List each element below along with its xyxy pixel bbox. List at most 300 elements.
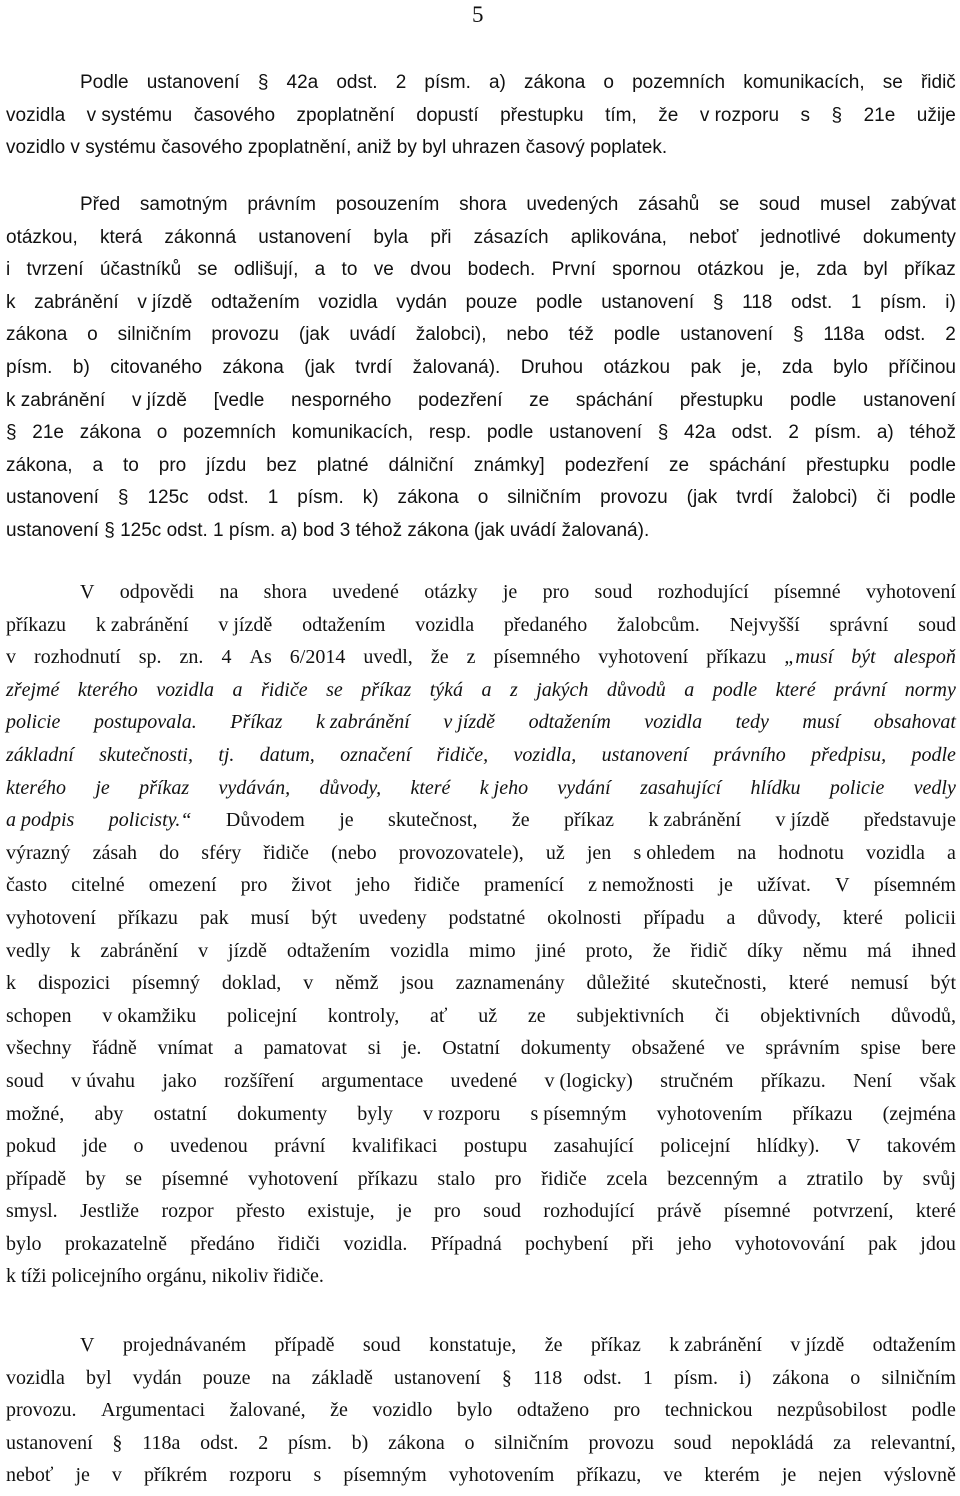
word: vozidlo: [372, 1399, 433, 1422]
word: §: [792, 324, 804, 346]
word: ustanovení: [258, 226, 352, 248]
word: základě: [311, 1366, 373, 1389]
word: zabývat: [890, 194, 956, 215]
word: sféry: [201, 841, 242, 864]
word: rozporu: [229, 1464, 292, 1487]
word: Nejvyšší: [729, 613, 800, 636]
word: ustanovení: [680, 324, 774, 346]
word: a: [778, 1167, 787, 1190]
word: §: [257, 72, 269, 93]
word: vozidla,: [513, 743, 577, 766]
word: ustanovení: [6, 1431, 93, 1454]
word: ostatní: [153, 1102, 207, 1125]
word: 1: [267, 487, 279, 509]
word: V: [80, 581, 95, 603]
word: písm.: [297, 487, 344, 509]
word: nejen: [818, 1464, 862, 1487]
word: hlídku: [750, 776, 801, 799]
word: alespoň: [893, 646, 956, 669]
word: příkazu.: [760, 1069, 826, 1092]
word: téhož: [909, 422, 956, 444]
word: vyhotovením: [656, 1102, 763, 1125]
text-line: [6, 1329, 956, 1362]
text-line: [6, 641, 956, 674]
word: k: [70, 939, 81, 962]
word: podezření: [564, 454, 650, 476]
word: bodech.: [467, 259, 536, 281]
word: odlišují,: [233, 259, 299, 281]
word: §: [657, 422, 669, 444]
word: uvedených: [526, 194, 619, 215]
word: normy: [904, 678, 956, 701]
word: §: [117, 487, 129, 509]
word: příkaz: [139, 776, 190, 799]
word: v úvahu: [71, 1069, 136, 1092]
word: k: [6, 291, 16, 313]
word: bez: [266, 454, 297, 476]
word: písemné: [161, 1167, 229, 1190]
word: ztratilo: [806, 1167, 864, 1190]
word: zákona: [772, 1366, 830, 1389]
word: V: [846, 1135, 861, 1158]
page-number: 5: [472, 2, 484, 27]
word: Argumentaci: [101, 1399, 206, 1422]
word: k zabránění: [669, 1334, 762, 1356]
word: a: [481, 678, 492, 701]
word: zda: [782, 356, 813, 378]
word: potvrzení,: [812, 1200, 894, 1223]
word: řidiče,: [436, 743, 489, 766]
word: (jak: [298, 324, 330, 346]
word: soud: [594, 581, 633, 603]
text-line: [6, 100, 956, 133]
word: nebo: [506, 324, 549, 346]
word: žalobcům.: [617, 613, 700, 636]
word: nesporného: [290, 389, 392, 411]
word: Příkaz: [230, 711, 283, 734]
word: k jeho: [479, 776, 529, 799]
word: vyhotovení: [248, 1167, 339, 1190]
word: vyhotovení: [598, 646, 689, 669]
word: které: [788, 972, 829, 995]
word: která: [99, 226, 143, 248]
word: podezření: [417, 389, 503, 411]
text-line: [6, 1163, 956, 1196]
word: argumentace: [321, 1069, 424, 1092]
word: okolnosti: [547, 906, 622, 929]
word: datum,: [259, 743, 315, 766]
word: řidiče: [541, 1167, 587, 1190]
word: omezení: [148, 874, 217, 897]
word: doklad,: [221, 972, 282, 995]
word: §: [112, 1431, 123, 1454]
word: jdou: [920, 1232, 956, 1255]
word: písm.: [6, 356, 53, 378]
word: soud: [758, 194, 801, 215]
word: vydání: [557, 776, 611, 799]
word: zásazích: [473, 226, 549, 248]
word: odpovědi: [119, 581, 195, 603]
word: je,: [741, 356, 762, 378]
word: smysl.: [6, 1200, 58, 1223]
word: Případná: [430, 1232, 502, 1255]
word: že: [430, 646, 449, 669]
text-line: [6, 254, 956, 287]
word: 21e: [32, 422, 64, 444]
word: jiné: [535, 939, 566, 962]
word: odst.: [583, 1366, 622, 1389]
word: podstatné: [448, 906, 526, 929]
word: rozhodující: [543, 1200, 635, 1223]
text-line: [6, 1130, 956, 1163]
word: a): [876, 422, 894, 444]
word: na: [271, 1366, 291, 1389]
word: přestupku: [679, 389, 764, 411]
word: si: [367, 1037, 382, 1060]
word: musel: [819, 194, 871, 215]
word: řádně: [92, 1037, 137, 1060]
word: sp.: [138, 646, 162, 669]
word: zda: [816, 259, 848, 281]
word: k zabránění: [648, 809, 742, 832]
word: pro: [240, 874, 268, 897]
word: proto,: [585, 939, 633, 962]
word: 2: [395, 72, 407, 93]
word: b): [351, 1431, 369, 1454]
word: o: [156, 422, 168, 444]
word: zasahující: [640, 776, 722, 799]
word: řidiči: [278, 1232, 321, 1255]
word: že: [658, 104, 679, 126]
word: při: [430, 226, 452, 248]
word: jen: [586, 841, 612, 864]
word: pramenící: [484, 874, 564, 897]
text-line: [6, 1228, 956, 1261]
paragraph-3: [6, 576, 956, 1293]
text-line: [6, 1195, 956, 1228]
word: pokud: [6, 1135, 56, 1158]
word: je: [95, 776, 110, 799]
word: 1: [850, 291, 862, 313]
word: odst.: [207, 487, 249, 509]
word: o: [87, 324, 98, 346]
word: aplikována,: [570, 226, 667, 248]
word: odtažením: [302, 613, 386, 636]
word: dispozici: [37, 972, 111, 995]
word: neboť: [688, 226, 739, 248]
word: zákona,: [6, 454, 73, 476]
word: v rozporu: [699, 104, 780, 126]
word: je: [718, 874, 733, 897]
word: je: [339, 809, 354, 832]
word: 2: [945, 324, 956, 346]
word: do: [159, 841, 180, 864]
word: užije: [916, 104, 956, 126]
word: se: [125, 1167, 143, 1190]
word: příkazu: [117, 906, 178, 929]
word: jízdu: [206, 454, 247, 476]
word: příkrém: [143, 1464, 208, 1487]
word: musí: [250, 906, 290, 929]
word: ve: [373, 259, 394, 281]
word: 118a: [142, 1431, 181, 1454]
word: zn.: [179, 646, 204, 669]
word: písm.: [880, 291, 927, 313]
word: §: [501, 1366, 512, 1389]
text-line: [6, 385, 956, 418]
word: a: [233, 1037, 243, 1060]
word: písemným: [343, 1464, 427, 1487]
word: svůj: [922, 1167, 956, 1190]
word: výrazný: [6, 841, 71, 864]
word: zákona: [6, 324, 68, 346]
text-line: [6, 1362, 956, 1395]
word: o: [850, 1366, 861, 1389]
word: 1: [642, 1366, 653, 1389]
word: s ohledem: [633, 841, 716, 864]
word: že: [330, 1399, 348, 1422]
word: písemné: [774, 581, 841, 603]
word: je: [502, 581, 518, 603]
word: týká: [429, 678, 464, 701]
word: už: [545, 841, 565, 864]
word: že: [511, 809, 530, 832]
word: dokumenty: [237, 1102, 328, 1125]
word: či: [876, 487, 891, 509]
word: vozidla: [6, 1366, 65, 1389]
word: v jízdě: [443, 711, 496, 734]
word: dvou: [410, 259, 452, 281]
word: skutečnosti,: [671, 972, 767, 995]
word: soud: [918, 613, 956, 636]
word: za: [833, 1431, 852, 1454]
word: že: [544, 1334, 563, 1356]
word: vozidlo v systému časového zpoplatnění, aniž by byl uhrazen časový poplatek.: [6, 137, 668, 159]
text-line: [6, 935, 956, 968]
word: spise: [860, 1037, 901, 1060]
word: jsou: [400, 972, 434, 995]
word: spáchání: [575, 389, 654, 411]
word: Druhou: [520, 356, 584, 378]
word: ustanovení: [549, 422, 643, 444]
word: rozhodnutí: [34, 646, 121, 669]
paragraph-2: [6, 189, 956, 548]
text-line: [6, 967, 956, 1000]
word: základní: [6, 743, 74, 766]
text-line: [6, 739, 956, 772]
word: pro: [494, 1167, 522, 1190]
word: pouze: [202, 1366, 251, 1389]
word: už: [478, 1004, 498, 1027]
word: v jízdě: [131, 389, 187, 411]
word: silničním: [494, 1431, 569, 1454]
word: policii: [904, 906, 956, 929]
word: policisty.“: [108, 809, 192, 832]
word: jeho: [355, 874, 391, 897]
word: příkaz: [361, 678, 412, 701]
word: schopen: [6, 1004, 72, 1027]
word: Ostatní: [442, 1037, 500, 1060]
word: odtaženo: [516, 1399, 590, 1422]
word: „musí: [784, 646, 834, 669]
word: shora: [459, 194, 507, 215]
word: spáchání: [709, 454, 787, 476]
word: byl: [86, 1366, 112, 1389]
word: s písemným: [530, 1102, 627, 1125]
word: odtažením: [872, 1334, 956, 1356]
word: provozu: [600, 487, 668, 509]
text-line: [6, 132, 956, 165]
word: být: [930, 972, 956, 995]
word: kterého: [6, 776, 66, 799]
word: §: [831, 104, 843, 126]
word: písm.: [814, 422, 862, 444]
text-line: [6, 869, 956, 902]
text-line: [6, 1032, 956, 1065]
word: ihned: [911, 939, 956, 962]
text-line: [6, 67, 956, 100]
text-line: [6, 1260, 956, 1293]
word: se: [326, 678, 343, 701]
word: k): [362, 487, 379, 509]
word: příkazu: [706, 646, 767, 669]
word: a: [314, 259, 326, 281]
word: vyhotovení: [6, 906, 96, 929]
word: všechny: [6, 1037, 72, 1060]
word: pro: [158, 454, 187, 476]
word: o: [133, 1135, 144, 1158]
text-line: [6, 1394, 956, 1427]
word: předpisu,: [811, 743, 887, 766]
word: pochybení: [525, 1232, 609, 1255]
word: odst.: [791, 291, 833, 313]
word: hodnotu: [778, 841, 844, 864]
word: vedly: [6, 939, 51, 962]
word: by: [882, 1167, 903, 1190]
word: písm.: [674, 1366, 718, 1389]
word: kontroly,: [327, 1004, 400, 1027]
word: důvodů: [606, 678, 666, 701]
word: zaznamenány: [455, 972, 565, 995]
word: o: [477, 487, 489, 509]
word: je,: [780, 259, 801, 281]
word: s: [313, 1464, 322, 1487]
word: příkaz: [564, 809, 614, 832]
word: ustanovení: [601, 291, 695, 313]
word: pak: [690, 356, 722, 378]
word: k zabránění: [315, 711, 410, 734]
word: projednávaném: [122, 1334, 247, 1356]
word: vyhotovení: [865, 581, 956, 603]
text-line: [6, 902, 956, 935]
word: [vedle: [213, 389, 265, 411]
word: je: [397, 1200, 412, 1223]
word: technickou: [664, 1399, 753, 1422]
word: takovém: [887, 1135, 956, 1158]
word: žalované,: [229, 1399, 306, 1422]
word: možné,: [6, 1102, 65, 1125]
word: ze: [669, 454, 690, 476]
word: provozovatele),: [398, 841, 524, 864]
word: §: [712, 291, 724, 313]
word: zabránění: [34, 291, 119, 313]
text-line: [6, 837, 956, 870]
word: vydáván,: [218, 776, 291, 799]
word: Podle: [80, 72, 129, 93]
word: rozšíření: [224, 1069, 295, 1092]
word: 6/2014: [289, 646, 346, 669]
word: je.: [401, 1037, 422, 1060]
word: příkazu: [792, 1102, 853, 1125]
word: zasahující: [553, 1135, 634, 1158]
word: ustanovení: [6, 487, 99, 509]
word: obsahovat: [873, 711, 956, 734]
word: soud: [6, 1069, 44, 1092]
word: b): [72, 356, 90, 378]
word: jeho: [677, 1232, 712, 1255]
word: bylo: [833, 356, 868, 378]
word: platné: [316, 454, 369, 476]
word: vydán: [396, 291, 447, 313]
word: to: [122, 454, 139, 476]
word: o: [464, 1431, 475, 1454]
word: tvrzení: [26, 259, 84, 281]
word: časového: [193, 104, 276, 126]
word: žalobci),: [415, 324, 487, 346]
word: označení: [340, 743, 412, 766]
word: podle: [613, 324, 661, 346]
word: rozhodující: [657, 581, 749, 603]
word: As: [249, 646, 272, 669]
word: Není: [853, 1069, 892, 1092]
word: i): [739, 1366, 752, 1389]
word: řidiče: [263, 841, 309, 864]
word: 2: [788, 422, 799, 444]
word: dokumenty: [520, 1037, 611, 1060]
word: a: [92, 454, 104, 476]
word: vozidla: [318, 291, 378, 313]
word: tvrdí: [736, 487, 774, 509]
word: však: [919, 1069, 956, 1092]
word: z nemožnosti: [588, 874, 695, 897]
word: v: [6, 646, 16, 669]
word: pouze: [465, 291, 518, 313]
word: z: [509, 678, 518, 701]
word: samotným: [139, 194, 228, 215]
text-line: [6, 189, 956, 222]
word: 2: [258, 1431, 269, 1454]
word: právního: [713, 743, 786, 766]
word: představuje: [863, 809, 956, 832]
word: relevantní,: [870, 1431, 956, 1454]
word: ustanovení: [394, 1366, 481, 1389]
word: resp.: [428, 422, 472, 444]
word: a: [684, 678, 695, 701]
word: účastníků: [99, 259, 182, 281]
word: a: [947, 841, 956, 864]
text-line: [6, 609, 956, 642]
word: odtažením: [210, 291, 300, 313]
word: existuje,: [307, 1200, 375, 1223]
word: pro: [434, 1200, 461, 1223]
word: policejní: [660, 1135, 731, 1158]
word: ustanovení § 125c odst. 1 písm. a) bod 3 téhož zákona (jak uvádí žalovaná).: [6, 519, 650, 541]
word: aby: [94, 1102, 124, 1125]
word: podle: [909, 454, 956, 476]
word: ze: [529, 389, 550, 411]
word: na: [737, 841, 757, 864]
word: vozidla: [415, 613, 475, 636]
